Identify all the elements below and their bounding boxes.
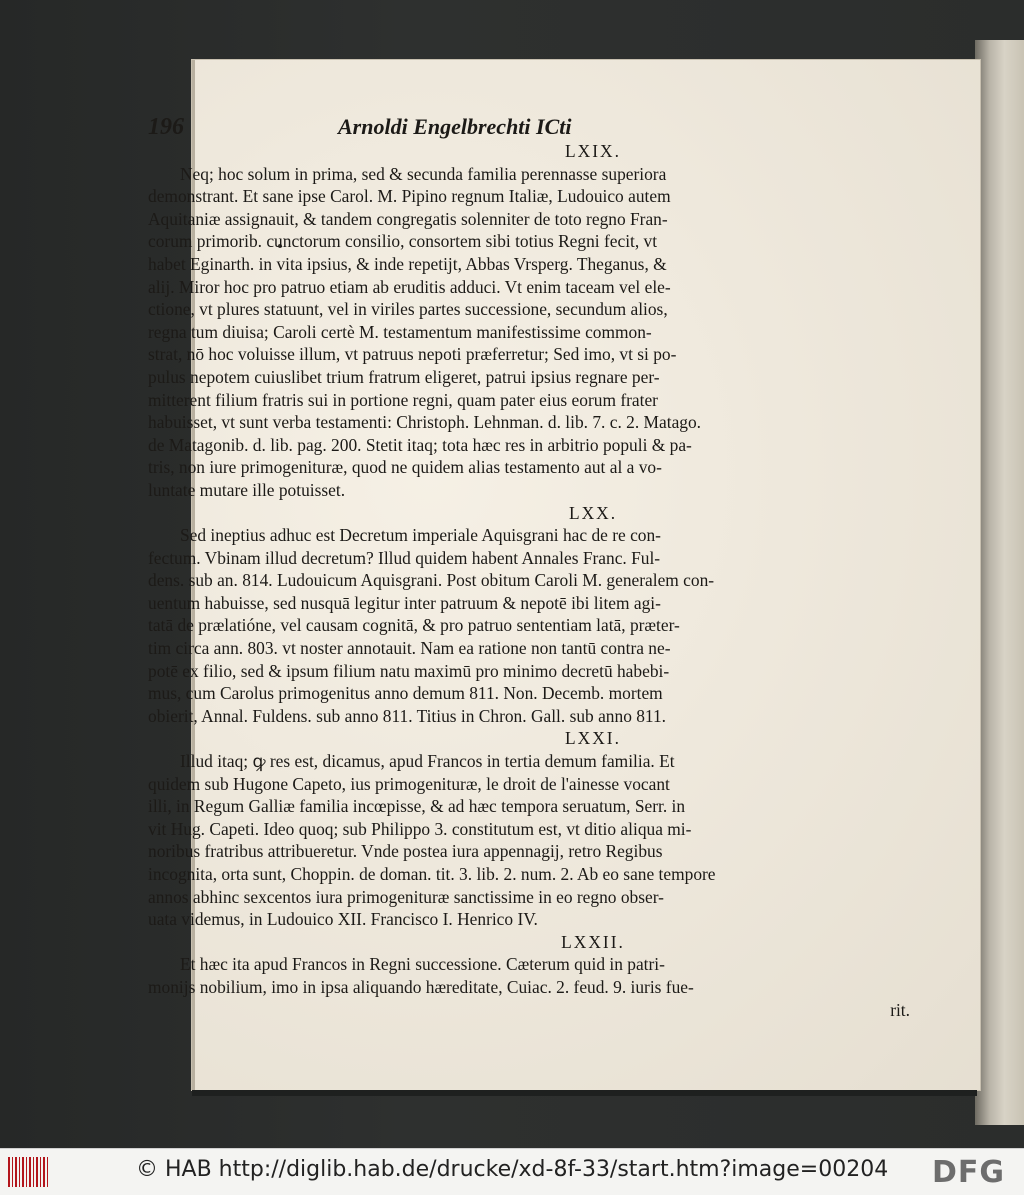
text-line: alij. Miror hoc pro patruo etiam ab eruditis adduci. Vt enim taceam vel ele- bbox=[148, 276, 671, 297]
text-line: mitterent filium fratris sui in portione regni, quam pater eius eorum frater bbox=[148, 389, 658, 410]
text-line: Sed ineptius adhuc est Decretum imperiale Aquisgrani hac de re con- bbox=[180, 525, 661, 546]
section-numeral: LXX. bbox=[568, 502, 618, 523]
text-line: tim circa ann. 803. vt noster annotauit. Nam ea ratione non tantū contra ne- bbox=[148, 638, 671, 659]
text-line: ctione, vt plures statuunt, vel in viriles partes successione, secundum alios, bbox=[148, 299, 668, 320]
text-line: tris, non iure primogenituræ, quod ne quidem alias testamento aut al a vo- bbox=[148, 457, 662, 478]
text-line: Et hæc ita apud Francos in Regni successione. Cæterum quid in patri- bbox=[180, 954, 665, 975]
text-line: luntate mutare ille potuisset. bbox=[148, 479, 346, 500]
page-number: 196 bbox=[148, 114, 184, 140]
text-line: obierit, Annal. Fuldens. sub anno 811. Titius in Chron. Gall. sub anno 811. bbox=[148, 705, 667, 726]
text-line: habuisset, vt sunt verba testamenti: Christoph. Lehnman. d. lib. 7. c. 2. Matago. bbox=[148, 412, 702, 433]
text-line: fectum. Vbinam illud decretum? Illud quidem habent Annales Franc. Ful- bbox=[148, 547, 661, 568]
text-line: rit. bbox=[890, 999, 910, 1020]
text-line: Neq; hoc solum in prima, sed & secunda familia perennasse superiora bbox=[180, 163, 667, 184]
text-line: quidem sub Hugone Capeto, ius primogenituræ, le droit de l'ainesse vocant bbox=[148, 773, 670, 794]
facing-page-edge bbox=[975, 40, 1024, 1125]
text-line: Illud itaq; ꝙ res est, dicamus, apud Francos in tertia demum familia. Et bbox=[180, 751, 675, 772]
text-line: annos abhinc sexcentos iura primogenituræ sanctissime in eo regno obser- bbox=[148, 886, 664, 907]
page-header bbox=[148, 116, 918, 140]
barcode-icon bbox=[8, 1157, 48, 1187]
text-line: strat, nō hoc voluisse illum, vt patruus nepoti præferretur; Sed imo, vt si po- bbox=[148, 344, 677, 365]
text-line: pulus nepotem cuiuslibet trium fratrum eligeret, patrui ipsius regnare per- bbox=[148, 366, 660, 387]
text-line: dens. sub an. 814. Ludouicum Aquisgrani. Post obitum Caroli M. generalem con- bbox=[148, 570, 715, 591]
text-line: incognita, orta sunt, Choppin. de doman. tit. 3. lib. 2. num. 2. Ab eo sane tempore bbox=[148, 864, 716, 884]
text-line: mus, cum Carolus primogenitus anno demum 811. Non. Decemb. mortem bbox=[148, 683, 663, 704]
text-line: noribus fratribus attribueretur. Vnde postea iura appennagij, retro Regibus bbox=[148, 841, 663, 862]
section-numeral: LXXII. bbox=[561, 931, 625, 952]
viewer-footer bbox=[0, 1148, 1024, 1195]
section-numeral: LXXI. bbox=[565, 728, 621, 749]
text-line: potē ex filio, sed & ipsum filium natu maximū pro minimo decretū habebi- bbox=[148, 660, 670, 681]
page-text bbox=[148, 116, 918, 1021]
dfg-logo: DFG bbox=[932, 1155, 1006, 1190]
running-title: Arnoldi Engelbrechti ICti bbox=[338, 114, 572, 139]
text-line: corum primorib. cunctorum consilio, consortem sibi totius Regni fecit, vt bbox=[148, 231, 658, 252]
text-line: tatā de prælatióne, vel causam cognitā, & pro patruo sententiam latā, præter- bbox=[148, 615, 680, 636]
text-line: de Matagonib. d. lib. pag. 200. Stetit itaq; tota hæc res in arbitrio populi & pa- bbox=[148, 434, 692, 455]
text-line: habet Eginarth. in vita ipsius, & inde repetijt, Abbas Vrsperg. Theganus, & bbox=[148, 253, 667, 274]
text-line: Aquitaniæ assignauit, & tandem congregatis solenniter de toto regno Fran- bbox=[148, 208, 668, 229]
text-line: uentum habuisse, sed nusquā legitur inter patruum & nepotē ibi litem agi- bbox=[148, 592, 661, 613]
text-line: demonstrant. Et sane ipse Carol. M. Pipino regnum Italiæ, Ludouico autem bbox=[148, 186, 671, 207]
text-line: vit Hug. Capeti. Ideo quoq; sub Philippo 3. constitutum est, vt ditio aliqua mi- bbox=[148, 818, 692, 839]
source-credit-link[interactable]: © HAB http://diglib.hab.de/drucke/xd-8f-33/start.htm?image=00204 bbox=[136, 1157, 889, 1182]
text-line: monijs nobilium, imo in ipsa aliquando hæreditate, Cuiac. 2. feud. 9. iuris fue- bbox=[148, 976, 694, 997]
text-line: uata videmus, in Ludouico XII. Francisco I. Henrico IV. bbox=[148, 909, 538, 930]
text-line: regna tum diuisa; Caroli certè M. testamentum manifestissime common- bbox=[148, 321, 652, 342]
section-numeral: LXIX. bbox=[565, 141, 621, 161]
text-line: illi, in Regum Galliæ familia incœpisse, & ad hæc tempora seruatum, Serr. in bbox=[148, 796, 686, 817]
page-shadow bbox=[192, 1090, 977, 1096]
